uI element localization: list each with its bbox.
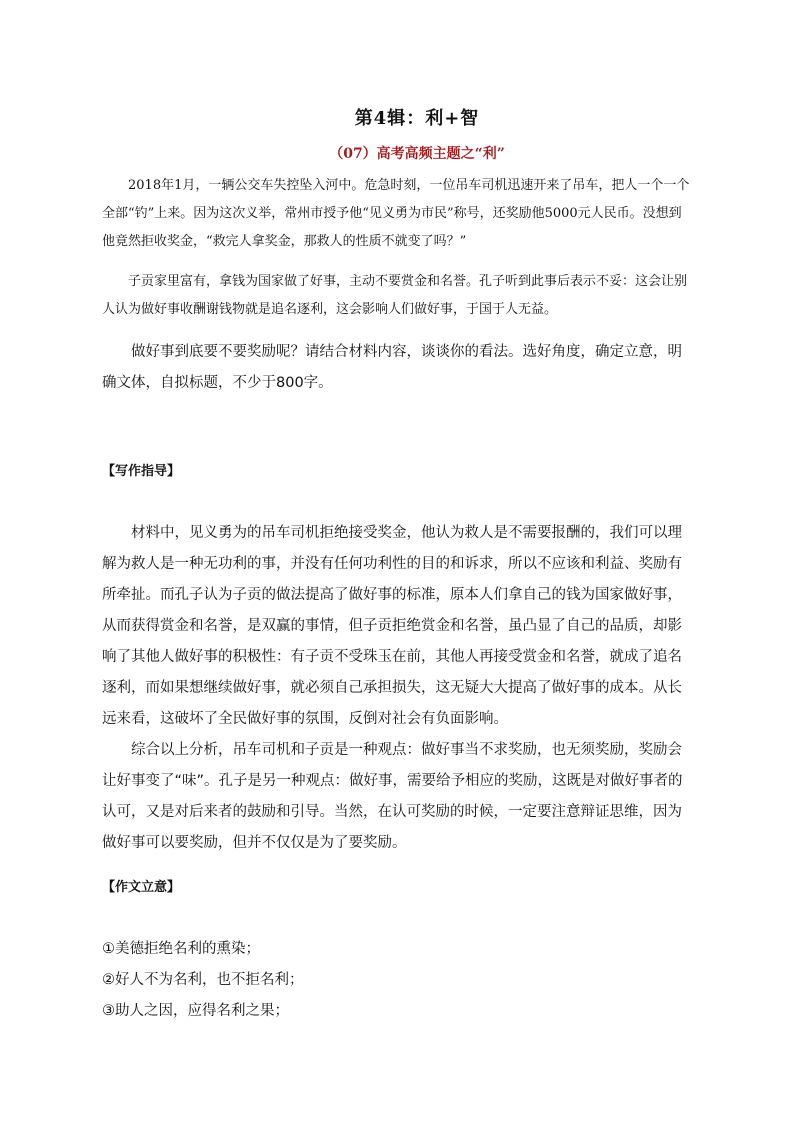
document-title: 第4辑：利+智 [354,108,480,129]
ideas-heading: 【作文立意】 [102,880,181,895]
material-paragraph-2 [102,268,694,324]
list-item: ③助人之因，应得名利之果； [102,1003,289,1019]
material-text: 2018年1月，一辆公交车失控坠入河中。危急时刻，一位吊车司机迅速开来了吊车，把人一个一个全部“钓”上来。因为这次义举，常州市授予他“见义勇为市民”称号，还奖励他5000元人民币。没想到他竟然拒收奖金，“救完人拿奖金，那救人的性质不就变了吗？” [102,178,690,249]
list-item: ②好人不为名利，也不拒名利； [102,972,304,988]
guide-heading: 【写作指导】 [102,464,181,479]
analysis-section [102,518,694,859]
material-text: 子贡家里富有，拿钱为国家做了好事，主动不要赏金和名誉。孔子听到此事后表示不妥：这会让别人认为做好事收酬谢钱物就是追名逐利，这会影响人们做好事，于国于人无益。 [102,274,688,317]
writing-prompt [102,337,694,399]
analysis-paragraph: 材料中，见义勇为的吊车司机拒绝接受奖金，他认为救人是不需要报酬的，我们可以理解为救人是一种无功利的事，并没有任何功利性的目的和诉求，所以不应该和利益、奖励有所牵扯。而孔子认为子贡的做法提高了做好事的标准，原本人们拿自己的钱为国家做好事，从而获得赏金和名誉，是双赢的事情，但子贡拒绝赏金和名誉，虽凸显了自己的品质，却影响了其他人做好事的积极性：有子贡不受珠玉在前，其他人再接受赏金和名誉，就成了追名逐利，而如果想继续做好事，就必须自己承担损失，这无疑大大提高了做好事的成本。从长远来看，这破坏了全民做好事的氛围，反倒对社会有负面影响。 [102,525,682,727]
list-item: ①美德拒绝名利的熏染； [102,941,260,957]
prompt-text: 做好事到底要不要奖励呢？请结合材料内容，谈谈你的看法。选好角度，确定立意，明确文体，自拟标题，不少于800字。 [102,344,682,391]
analysis-paragraph: 综合以上分析，吊车司机和子贡是一种观点：做好事当不求奖励，也无须奖励，奖励会让好事变了“味”。孔子是另一种观点：做好事，需要给予相应的奖励，这既是对做好事者的认可，又是对后来者的鼓励和引导。当然，在认可奖励的时候，一定要注意辩证思维，因为做好事可以要奖励，但并不仅仅是为了要奖励。 [102,742,683,851]
ideas-list [102,934,694,1027]
document-subtitle: （07）高考高频主题之“利” [329,146,505,162]
material-paragraph-1 [102,172,694,256]
